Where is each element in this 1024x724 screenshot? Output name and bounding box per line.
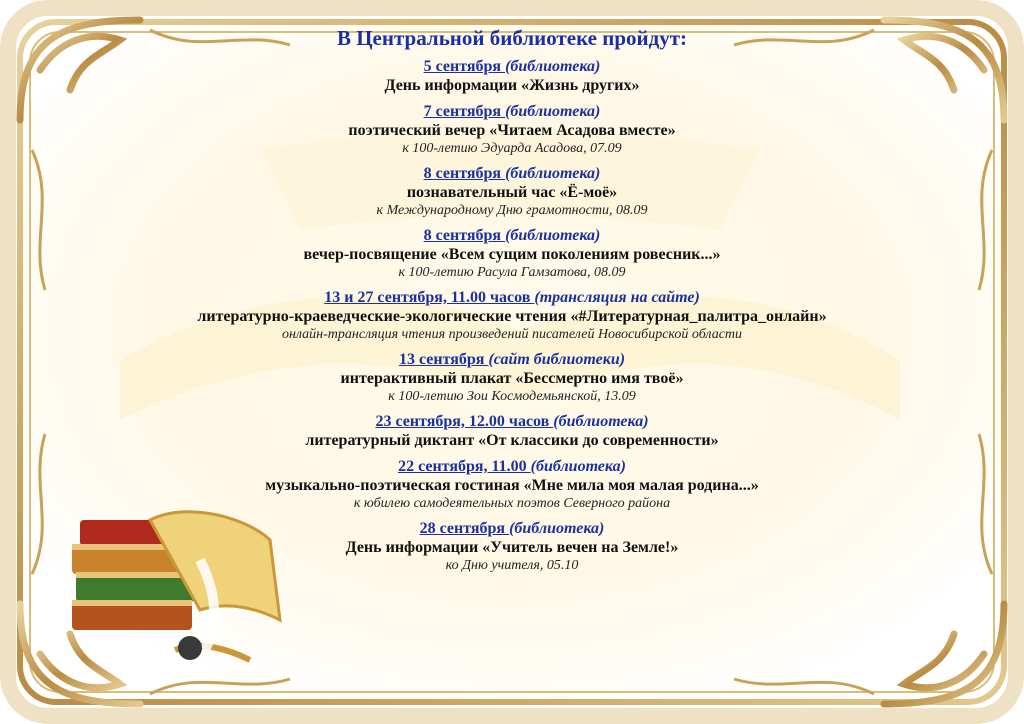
- event-note: к Международному Дню грамотности, 08.09: [376, 203, 648, 218]
- event-place: (библиотека): [505, 58, 601, 75]
- events-content: [100, 26, 924, 581]
- event-title: День информации «Учитель вечен на Земле!»: [345, 539, 679, 556]
- event-date: 23 сентября, 12.00 часов: [375, 413, 554, 430]
- event-date-line: [100, 57, 924, 76]
- event-place: (библиотека): [553, 413, 649, 430]
- event-note: к 100-летию Эдуарда Асадова, 07.09: [402, 141, 622, 156]
- event-title: литературный диктант «От классики до современности»: [305, 432, 719, 449]
- event-date-line: [100, 102, 924, 121]
- event-title: познавательный час «Ё-моё»: [406, 184, 618, 201]
- event-date-line: [100, 412, 924, 431]
- event-date-line: [100, 457, 924, 476]
- event-item: [100, 288, 924, 343]
- event-place: (трансляция на сайте): [534, 289, 700, 306]
- event-item: [100, 350, 924, 405]
- event-note: к 100-летию Расула Гамзатова, 08.09: [398, 265, 626, 280]
- event-date: 5 сентября: [423, 58, 506, 75]
- event-title: поэтический вечер «Читаем Асадова вместе»: [348, 122, 676, 139]
- event-item: [100, 164, 924, 219]
- event-title: интерактивный плакат «Бессмертно имя твоё»: [340, 370, 684, 387]
- event-title: День информации «Жизнь других»: [384, 77, 640, 94]
- event-date-line: [100, 164, 924, 183]
- event-item: [100, 457, 924, 512]
- event-title: музыкально-поэтическая гостиная «Мне мила моя малая родина...»: [265, 477, 759, 494]
- event-place: (библиотека): [505, 103, 601, 120]
- event-title: литературно-краеведческие-экологические чтения «#Литературная_палитра_онлайн»: [197, 308, 827, 325]
- event-date-line: [100, 226, 924, 245]
- event-note: ко Дню учителя, 05.10: [445, 558, 579, 573]
- event-place: (библиотека): [530, 458, 626, 475]
- event-place: (библиотека): [505, 227, 601, 244]
- event-place: (библиотека): [509, 520, 605, 537]
- event-date-line: [100, 288, 924, 307]
- event-item: [100, 102, 924, 157]
- event-date: 8 сентября: [423, 165, 506, 182]
- event-item: [100, 412, 924, 450]
- event-date-line: [100, 350, 924, 369]
- event-item: [100, 226, 924, 281]
- event-date: 7 сентября: [423, 103, 506, 120]
- event-date: 13 сентября: [398, 351, 489, 368]
- event-date-line: [100, 519, 924, 538]
- event-date: 22 сентября, 11.00: [398, 458, 531, 475]
- event-item: [100, 57, 924, 95]
- event-item: [100, 519, 924, 574]
- events-list: [100, 57, 924, 574]
- event-place: (сайт библиотеки): [488, 351, 626, 368]
- event-date: 8 сентября: [423, 227, 506, 244]
- event-place: (библиотека): [505, 165, 601, 182]
- event-title: вечер-посвящение «Всем сущим поколениям ровесник...»: [303, 246, 721, 263]
- event-note: к юбилею самодеятельных поэтов Северного района: [353, 496, 671, 511]
- event-note: к 100-летию Зои Космодемьянской, 13.09: [388, 389, 636, 404]
- event-date: 13 и 27 сентября, 11.00 часов: [324, 289, 535, 306]
- event-date: 28 сентября: [419, 520, 510, 537]
- event-note: онлайн-трансляция чтения произведений писателей Новосибирской области: [281, 327, 743, 342]
- page-title: В Центральной библиотеке пройдут:: [336, 26, 688, 50]
